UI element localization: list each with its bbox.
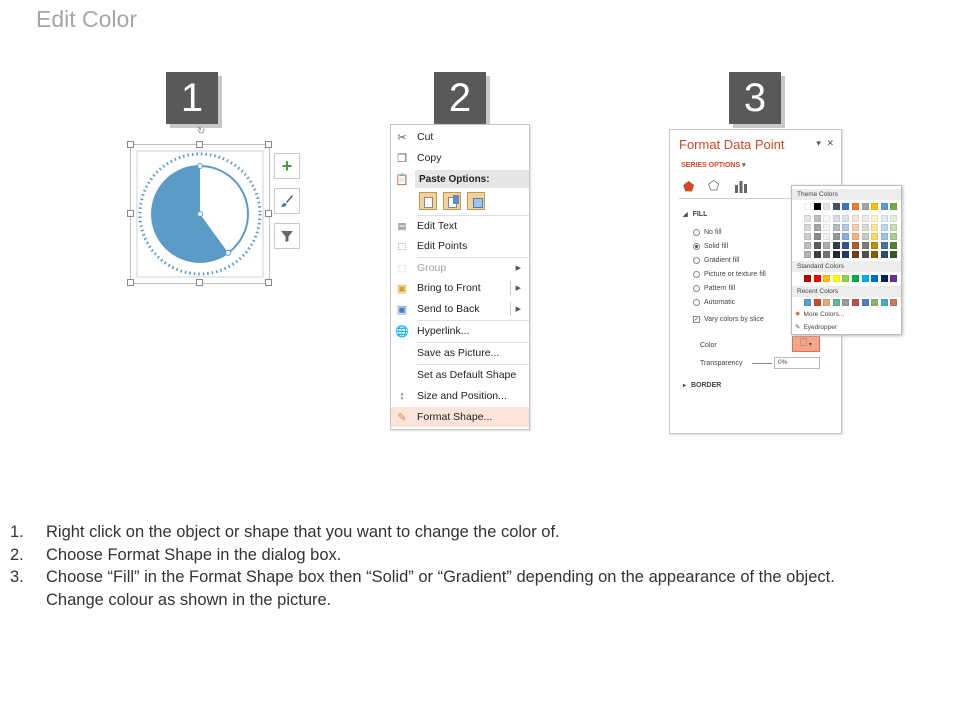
radio-automatic[interactable]: Automatic: [693, 299, 735, 306]
resize-handle[interactable]: [127, 141, 134, 148]
color-swatch[interactable]: [871, 203, 878, 210]
color-swatch[interactable]: [871, 215, 878, 222]
paint-bucket-icon: 🗌: [800, 338, 807, 347]
color-swatch[interactable]: [804, 224, 811, 231]
color-swatch[interactable]: [890, 299, 897, 306]
menu-item-cut[interactable]: [391, 127, 529, 147]
menu-item-send-to-back[interactable]: [391, 299, 529, 319]
send-to-back-icon: ▣: [396, 303, 408, 316]
color-swatch[interactable]: [814, 275, 821, 282]
menu-item-size-and-position[interactable]: [391, 386, 529, 406]
hyperlink-icon: 🌐: [395, 325, 409, 338]
color-swatch[interactable]: [823, 275, 830, 282]
fill-line-tab-icon[interactable]: ⬟: [683, 179, 695, 194]
step-badge-1: 1: [166, 72, 218, 124]
menu-item-label: Format Shape...: [417, 411, 493, 423]
resize-handle[interactable]: [196, 141, 203, 148]
resize-handle[interactable]: [265, 141, 272, 148]
color-swatch[interactable]: [804, 203, 811, 210]
paste-options-header: Paste Options:: [415, 170, 529, 188]
pie-center-point: [198, 212, 203, 217]
standard-colors-header: Standard Colors: [792, 261, 901, 272]
color-swatch[interactable]: [804, 242, 811, 249]
rotate-handle-icon[interactable]: ↻: [197, 126, 206, 137]
menu-item-group[interactable]: [391, 258, 529, 278]
resize-handle[interactable]: [196, 279, 203, 286]
paste-icon: 📋: [395, 173, 409, 186]
copy-icon: ❐: [397, 152, 407, 165]
menu-item-label: Copy: [417, 152, 442, 164]
resize-handle[interactable]: [265, 279, 272, 286]
recent-colors-header: Recent Colors: [792, 286, 901, 297]
color-swatch[interactable]: [814, 251, 821, 258]
color-swatch[interactable]: [833, 299, 840, 306]
radio-pattern-fill[interactable]: Pattern fill: [693, 285, 735, 292]
color-swatch[interactable]: [852, 242, 859, 249]
color-swatch[interactable]: [852, 275, 859, 282]
context-menu: [390, 124, 530, 430]
brush-icon: [279, 193, 295, 209]
fill-section-header[interactable]: ◢ FILL: [683, 211, 708, 218]
color-swatch[interactable]: [881, 242, 888, 249]
color-swatch[interactable]: [842, 242, 849, 249]
color-swatch[interactable]: [871, 251, 878, 258]
group-icon: ⬚: [397, 262, 407, 273]
color-swatch[interactable]: [881, 299, 888, 306]
color-swatch[interactable]: [890, 203, 897, 210]
instruction-item: 2. Choose Format Shape in the dialog box.: [10, 545, 342, 564]
color-swatch[interactable]: [852, 299, 859, 306]
color-swatch[interactable]: [833, 233, 840, 240]
color-swatch[interactable]: [833, 251, 840, 258]
eyedropper-item[interactable]: ✎ Eyedropper: [795, 323, 838, 331]
submenu-arrow-icon[interactable]: ▶: [515, 306, 521, 313]
menu-item-label: Save as Picture...: [417, 347, 500, 359]
color-swatch[interactable]: [890, 251, 897, 258]
edit-text-icon: ▤: [397, 220, 407, 231]
radio-no-fill[interactable]: No fill: [693, 229, 722, 236]
color-swatch[interactable]: [804, 299, 811, 306]
plus-icon: +: [281, 156, 293, 176]
format-shape-icon: ✎: [397, 411, 407, 424]
menu-item-label: Edit Text: [417, 220, 458, 232]
color-swatch[interactable]: [852, 203, 859, 210]
color-swatch[interactable]: [862, 242, 869, 249]
fill-color-button[interactable]: [792, 336, 820, 352]
instruction-item: 3. Choose “Fill” in the Format Shape box then “Solid” or “Gradient” depending on the appearance of the object.: [10, 568, 835, 586]
series-options-label: SERIES OPTIONS: [681, 162, 741, 169]
color-swatch[interactable]: [890, 215, 897, 222]
color-swatch[interactable]: [833, 275, 840, 282]
step-badge-2: 2: [434, 72, 486, 124]
filter-icon: [279, 228, 295, 244]
chevron-down-icon: ▾: [742, 162, 746, 169]
color-swatch[interactable]: [814, 242, 821, 249]
pie-point: [226, 250, 231, 255]
scissors-icon: ✂: [397, 131, 407, 144]
selected-pie-chart[interactable]: [126, 126, 293, 288]
color-swatch[interactable]: [890, 242, 897, 249]
color-swatch[interactable]: [852, 251, 859, 258]
color-swatch[interactable]: [862, 224, 869, 231]
menu-item-hyperlink[interactable]: [391, 321, 529, 341]
color-swatch[interactable]: [881, 203, 888, 210]
color-swatch[interactable]: [842, 299, 849, 306]
color-wheel-icon: ✸: [795, 311, 801, 318]
color-swatch[interactable]: [804, 233, 811, 240]
color-swatch[interactable]: [890, 224, 897, 231]
color-swatch[interactable]: [814, 215, 821, 222]
color-swatch[interactable]: [804, 251, 811, 258]
color-swatch[interactable]: [823, 203, 830, 210]
color-swatch[interactable]: [881, 215, 888, 222]
color-swatch[interactable]: [823, 242, 830, 249]
color-swatch[interactable]: [804, 275, 811, 282]
chevron-down-icon[interactable]: ▾: [816, 138, 821, 148]
color-swatch[interactable]: [852, 233, 859, 240]
close-icon[interactable]: ✕: [826, 138, 834, 148]
checkbox-vary-colors[interactable]: ✓ Vary colors by slice: [694, 316, 764, 323]
instruction-item: Change colour as shown in the picture.: [46, 590, 332, 609]
color-swatch[interactable]: [862, 203, 869, 210]
color-swatch[interactable]: [881, 251, 888, 258]
color-swatch[interactable]: [881, 233, 888, 240]
menu-item-label: Bring to Front: [417, 282, 481, 294]
resize-handle[interactable]: [127, 210, 134, 217]
color-swatch[interactable]: [814, 233, 821, 240]
bring-to-front-icon: ▣: [396, 282, 408, 295]
chart-styles-button[interactable]: [274, 188, 300, 214]
split-divider: [510, 281, 511, 295]
color-swatch[interactable]: [862, 275, 869, 282]
color-swatch[interactable]: [833, 242, 840, 249]
resize-handle[interactable]: [127, 279, 134, 286]
color-swatch[interactable]: [823, 299, 830, 306]
menu-item-label: Send to Back: [417, 303, 480, 315]
pie-point: [198, 164, 203, 169]
color-swatch[interactable]: [871, 299, 878, 306]
color-label: Color: [700, 342, 717, 349]
color-swatch[interactable]: [842, 275, 849, 282]
instructions-list: [10, 521, 950, 611]
chevron-down-icon: ▾: [808, 341, 812, 348]
color-swatch[interactable]: [833, 224, 840, 231]
radio-gradient-fill[interactable]: Gradient fill: [693, 257, 739, 264]
series-options-tab-icon[interactable]: [734, 180, 748, 195]
paste-options-row: [417, 190, 527, 212]
color-swatch[interactable]: [862, 215, 869, 222]
color-swatch[interactable]: [852, 215, 859, 222]
menu-item-edit-points[interactable]: [391, 236, 529, 256]
color-swatch[interactable]: [871, 224, 878, 231]
collapse-arrow-icon: ◢: [683, 212, 688, 218]
pane-controls: [816, 138, 834, 149]
color-picker-popup: [791, 185, 902, 335]
menu-item-label: Edit Points: [417, 240, 468, 252]
theme-colors-header: Theme Colors: [792, 189, 901, 200]
menu-item-save-as-picture[interactable]: [391, 343, 529, 363]
color-swatch[interactable]: [862, 233, 869, 240]
effects-tab-icon[interactable]: ⬠: [708, 178, 720, 193]
color-swatch[interactable]: [871, 242, 878, 249]
color-swatch[interactable]: [823, 233, 830, 240]
transparency-input[interactable]: 0%: [774, 357, 820, 369]
color-swatch[interactable]: [823, 215, 830, 222]
paste-picture-icon[interactable]: [467, 192, 485, 210]
expand-arrow-icon: ▸: [683, 383, 687, 389]
menu-item-edit-text[interactable]: [391, 216, 529, 236]
edit-points-icon: ⬚: [397, 240, 407, 251]
border-section-header[interactable]: ▸ BORDER: [683, 382, 722, 389]
color-swatch[interactable]: [842, 203, 849, 210]
color-swatch[interactable]: [852, 224, 859, 231]
color-swatch[interactable]: [833, 215, 840, 222]
color-swatch[interactable]: [862, 251, 869, 258]
transparency-label: Transparency: [700, 360, 743, 367]
color-swatch[interactable]: [881, 224, 888, 231]
menu-item-set-default-shape[interactable]: [391, 365, 529, 385]
color-swatch[interactable]: [814, 299, 821, 306]
color-swatch[interactable]: [823, 251, 830, 258]
chart-elements-button[interactable]: [274, 153, 300, 179]
color-swatch[interactable]: [881, 275, 888, 282]
more-colors-item[interactable]: ✸ More Colors...: [795, 310, 845, 318]
split-divider: [510, 302, 511, 316]
slide-title: Edit Color: [36, 6, 137, 32]
menu-item-label: Size and Position...: [417, 390, 507, 402]
menu-item-label: Set as Default Shape: [417, 369, 517, 381]
transparency-slider[interactable]: [752, 363, 772, 364]
color-swatch[interactable]: [871, 275, 878, 282]
color-swatch[interactable]: [890, 233, 897, 240]
color-swatch[interactable]: [842, 224, 849, 231]
color-swatch[interactable]: [890, 275, 897, 282]
size-position-icon: ↕: [399, 390, 405, 402]
color-swatch[interactable]: [823, 224, 830, 231]
menu-item-copy[interactable]: [391, 148, 529, 168]
paste-use-destination-icon[interactable]: [443, 192, 461, 210]
eyedropper-icon: ✎: [795, 324, 801, 331]
submenu-arrow-icon: ▶: [515, 265, 521, 272]
chart-filters-button[interactable]: [274, 223, 300, 249]
step-badge-3: 3: [729, 72, 781, 124]
menu-item-label: Group: [417, 262, 447, 274]
menu-item-label: Cut: [417, 131, 434, 143]
menu-item-label: Hyperlink...: [417, 325, 470, 337]
color-swatch[interactable]: [842, 215, 849, 222]
menu-item-format-shape[interactable]: [391, 407, 529, 427]
pie-chart: [136, 150, 264, 278]
submenu-arrow-icon[interactable]: ▶: [515, 285, 521, 292]
radio-solid-fill[interactable]: Solid fill: [693, 243, 728, 250]
color-swatch[interactable]: [862, 299, 869, 306]
color-swatch[interactable]: [842, 251, 849, 258]
radio-picture-fill[interactable]: Picture or texture fill: [693, 271, 766, 278]
paste-keep-formatting-icon[interactable]: [419, 192, 437, 210]
instruction-item: 1. Right click on the object or shape that you want to change the color of.: [10, 523, 560, 541]
resize-handle[interactable]: [265, 210, 272, 217]
color-swatch[interactable]: [833, 203, 840, 210]
series-options-dropdown[interactable]: [681, 161, 746, 169]
color-swatch[interactable]: [842, 233, 849, 240]
color-swatch[interactable]: [871, 233, 878, 240]
color-swatch[interactable]: [804, 215, 811, 222]
color-swatch[interactable]: [814, 203, 821, 210]
menu-item-bring-to-front[interactable]: [391, 278, 529, 298]
pane-title: Format Data Point: [679, 137, 785, 152]
color-swatch[interactable]: [814, 224, 821, 231]
